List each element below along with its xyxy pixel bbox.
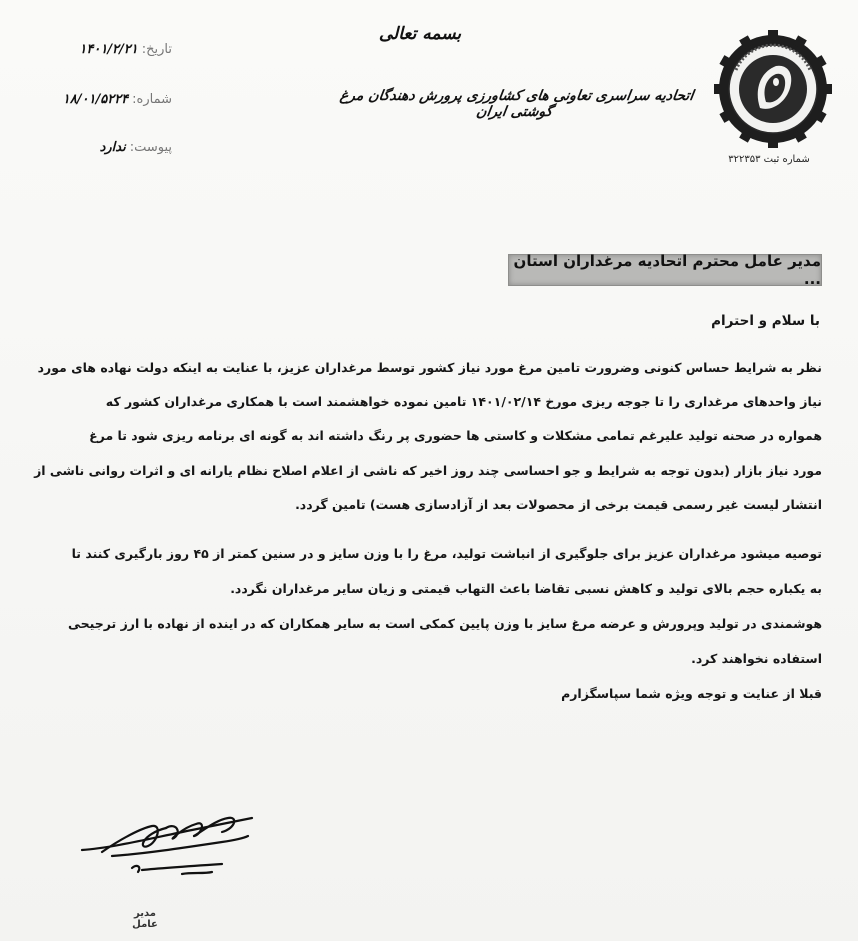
organization-logo	[714, 30, 832, 148]
recipient-banner: مدیر عامل محترم اتحادیه مرغداران استان ...	[508, 254, 822, 286]
attachment-value: ندارد	[99, 140, 126, 155]
attachment-label: پیوست:	[129, 140, 172, 155]
body-line: استفاده نخواهند کرد.	[691, 651, 822, 666]
body-line: نیاز واحدهای مرغداری را تا جوجه ریزی مورخ ۱۴۰۱/۰۲/۱۴ تامین نموده خواهشمند است با همکاری مرغداران کشور که	[105, 394, 822, 409]
date-label: تاریخ:	[141, 42, 172, 57]
body-line: همواره در صحنه تولید علیرغم تمامی مشکلات و کاستی ها حضوری پر رنگ داشته اند به گونه ای برنامه ریزی شود تا مرغ	[89, 428, 822, 443]
body-line: توصیه میشود مرغداران عزیز برای جلوگیری از انباشت تولید، مرغ را با وزن سایز و در سنین کمتر از ۴۵ روز بارگیری کنند تا	[71, 546, 822, 561]
number-value: ۱۸/۰۱/۵۲۲۴	[62, 92, 129, 107]
body-line: قبلا از عنایت و توجه ویژه شما سپاسگزارم	[561, 686, 822, 701]
body-line: به یکباره حجم بالای تولید و کاهش نسبی تقاضا باعث التهاب قیمتی و زیان سایر مرغداران نگردد.	[230, 581, 822, 596]
body-line: هوشمندی در تولید وپرورش و عرضه مرغ سایز با وزن پایین کمکی است به سایر همکاران که در اینده از نهاده با ارز ترجیحی	[68, 616, 822, 631]
letter-attachment	[12, 140, 172, 160]
greeting: با سلام و احترام	[711, 313, 820, 329]
organization-name: اتحادیه سراسری تعاونی های کشاورزی پرورش دهندگان مرغ گوشتی ایران	[338, 88, 695, 120]
body-line: نظر به شرایط حساس کنونی وضرورت تامین مرغ مورد نیاز کشور توسط مرغداران عزیز، با عنایت به اینکه دولت نهاده های مورد	[37, 360, 822, 375]
number-label: شماره:	[132, 92, 172, 107]
letter-number	[12, 92, 172, 112]
body-line: انتشار لیست غیر رسمی قیمت برخی از محصولات بعد از آزادسازی هست) تامین گردد.	[295, 497, 822, 512]
letter-date	[12, 42, 172, 62]
registration-number: شماره ثبت ۳۲۲۳۵۳	[728, 154, 810, 165]
body-line: مورد نیاز بازار (بدون توجه به شرایط و جو احساسی چند روز اخیر که ناشی از اعلام اصلاح نظام یارانه ای و اثرات روانی ناشی از	[34, 463, 822, 478]
handwritten-signature	[72, 808, 258, 888]
signatory-title: مدیر عامل	[132, 908, 158, 930]
date-value: ۱۴۰۱/۲/۲۱	[79, 42, 138, 57]
basmala-heading: بسمه تعالی	[378, 24, 462, 44]
